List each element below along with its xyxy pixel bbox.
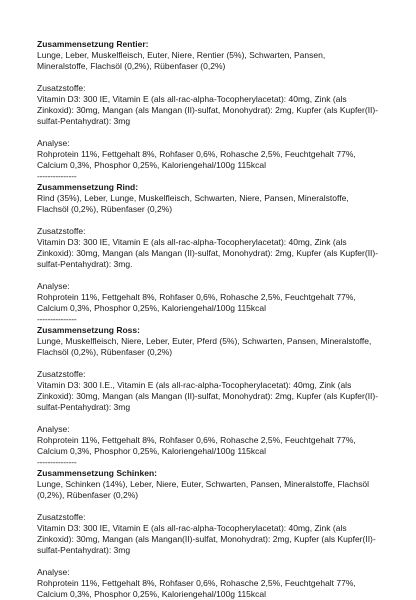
composition-text: Rind (35%), Leber, Lunge, Muskelfleisch, Schwarten, Niere, Pansen, Mineralstoffe, Flachsöl (0,2%), Rübenfaser (0,2%) <box>37 193 349 214</box>
section-schinken <box>37 468 387 600</box>
additives-label: Zusatzstoffe: <box>37 369 86 379</box>
section-title: Zusammensetzung Rentier: <box>37 39 149 49</box>
additives-text: Vitamin D3: 300 IE, Vitamin E (als all-rac-alpha-Tocopherylacetat): 40mg, Zink (als Zinkoxid): 30mg, Mangan (als Mangan (II)-sulfat, Monohydrat): 2mg, Kupfer (als Kupfer(II)- sulfat-Pentahydrat): 3mg. <box>37 237 379 269</box>
additives-label: Zusatzstoffe: <box>37 226 86 236</box>
section-divider: --------------- <box>37 457 77 467</box>
analysis-label: Analyse: <box>37 281 70 291</box>
additives-text: Vitamin D3: 300 I.E., Vitamin E (als all-rac-alpha-Tocopherylacetat): 40mg, Zink (als Zinkoxid): 30mg, Mangan (als Mangan (II)-sulfat, Monohydrat): 2mg, Kupfer (als Kupfer(II)- sulfat-Pentahydrat): 3mg <box>37 380 379 412</box>
additives-text: Vitamin D3: 300 IE, Vitamin E (als all-rac-alpha-Tocopherylacetat): 40mg, Zink (als Zinkoxid): 30mg, Mangan (als Mangan (II)-sulfat, Monohydrat): 2mg, Kupfer (als Kupfer(II)- sulfat-Pentahydrat): 3mg <box>37 94 379 126</box>
section-rentier <box>37 39 387 182</box>
section-title: Zusammensetzung Rind: <box>37 182 139 192</box>
additives-label: Zusatzstoffe: <box>37 83 86 93</box>
composition-text: Lunge, Schinken (14%), Leber, Niere, Euter, Schwarten, Pansen, Mineralstoffe, Flachsöl (0,2%), Rübenfaser (0,2%) <box>37 479 369 500</box>
section-ross <box>37 325 387 468</box>
additives-text: Vitamin D3: 300 IE, Vitamin E (als all-rac-alpha-Tocopherylacetat): 40mg, Zink (als Zinkoxid): 30mg, Mangan (als Mangan(II)-sulfat, Monohydrat): 2mg, Kupfer (als Kupfer(II)- sulfat-Pentahydrat): 3mg <box>37 523 376 555</box>
analysis-label: Analyse: <box>37 424 70 434</box>
analysis-text: Rohprotein 11%, Fettgehalt 8%, Rohfaser 0,6%, Rohasche 2,5%, Feuchtgehalt 77%, Calcium 0,3%, Phosphor 0,25%, Kaloriengehal/100g 115kcal <box>37 435 356 456</box>
section-title: Zusammensetzung Schinken: <box>37 468 157 478</box>
analysis-text: Rohprotein 11%, Fettgehalt 8%, Rohfaser 0,6%, Rohasche 2,5%, Feuchtgehalt 77%, Calcium 0,3%, Phosphor 0,25%, Kaloriengehal/100g 115kcal <box>37 292 356 313</box>
analysis-label: Analyse: <box>37 138 70 148</box>
analysis-label: Analyse: <box>37 567 70 577</box>
additives-label: Zusatzstoffe: <box>37 512 86 522</box>
composition-text: Lunge, Leber, Muskelfleisch, Euter, Niere, Rentier (5%), Schwarten, Pansen, Mineralstoffe, Flachsöl (0,2%), Rübenfaser (0,2%) <box>37 50 326 71</box>
section-divider: --------------- <box>37 314 77 324</box>
analysis-text: Rohprotein 11%, Fettgehalt 8%, Rohfaser 0,6%, Rohasche 2,5%, Feuchtgehalt 77%, Calcium 0,3%, Phosphor 0,25%, Kaloriengehal/100g 115kcal <box>37 578 356 599</box>
analysis-text: Rohprotein 11%, Fettgehalt 8%, Rohfaser 0,6%, Rohasche 2,5%, Feuchtgehalt 77%, Calcium 0,3%, Phosphor 0,25%, Kaloriengehal/100g 115kcal <box>37 149 356 170</box>
composition-text: Lunge, Muskelfleisch, Niere, Leber, Euter, Pferd (5%), Schwarten, Pansen, Mineralstoffe, Flachsöl (0,2%), Rübenfaser (0,2%) <box>37 336 372 357</box>
document-page <box>37 39 387 600</box>
section-rind <box>37 182 387 325</box>
section-divider: --------------- <box>37 171 77 181</box>
section-title: Zusammensetzung Ross: <box>37 325 140 335</box>
